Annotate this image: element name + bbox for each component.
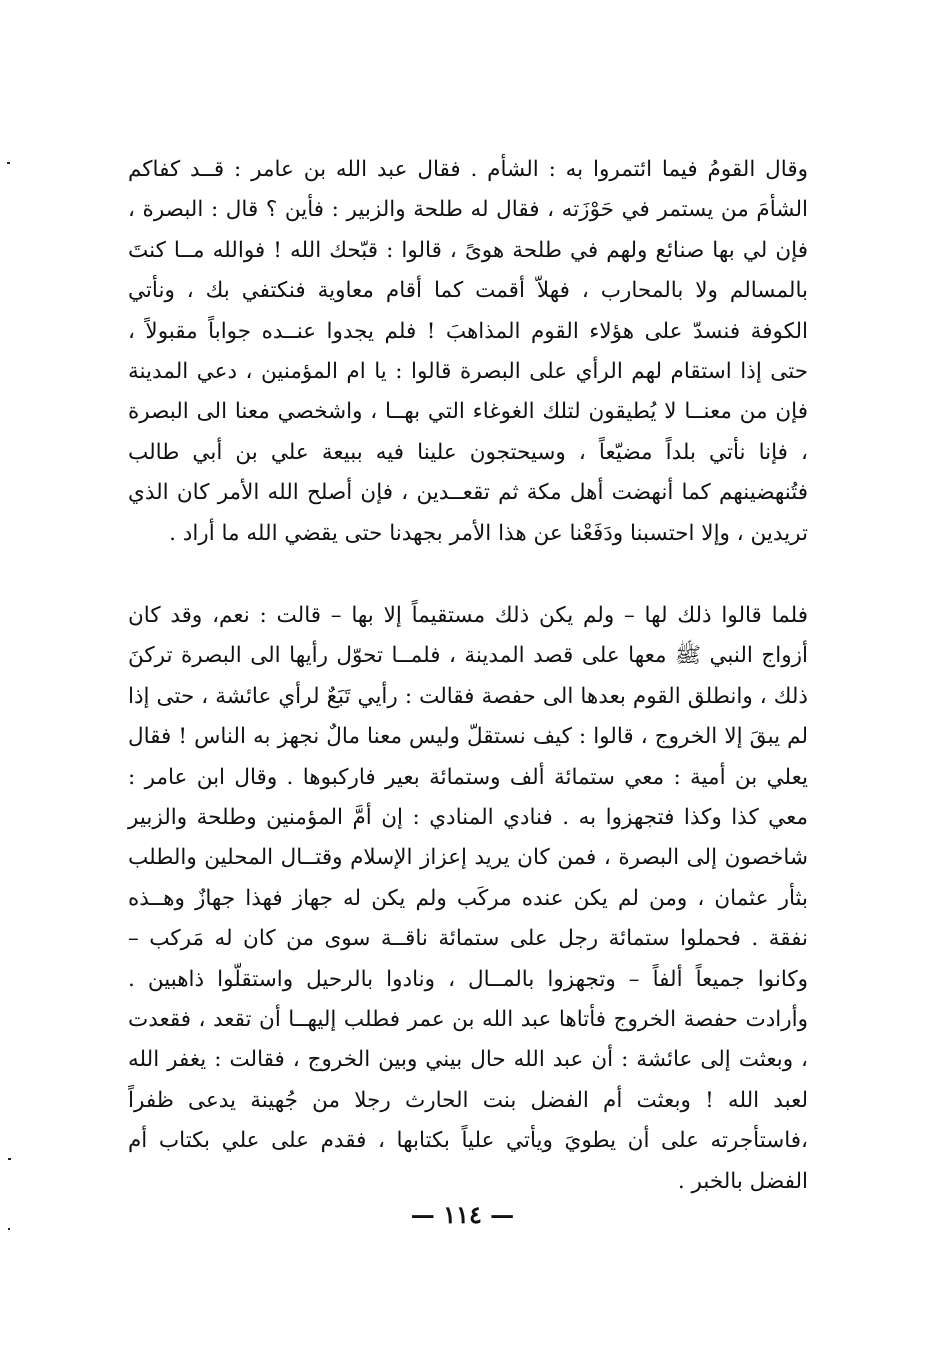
paragraph-1: وقال القومُ فيما ائتمروا به : الشأم . فقال عبد الله بن عامر : قــد كفاكم الشأمَ من يستمر في حَوْزَته ، فقال له طلحة والزبير : فأين ؟ قال : البصرة ، فإن لي بها صنائع ولهم في طلحة هوىً ، قالوا : قبّحك الله ! فوالله مــا كنتَ بالمسالم ولا بالمحارب ، فهلاّ أقمت كما أقام معاوية فنكتفي بك ، ونأتي الكوفة فنسدّ على هؤلاء القوم المذاهبَ ! فلم يجدوا عنــده جواباً مقبولاً ، حتى إذا استقام لهم الرأي على البصرة قالوا : يا ام المؤمنين ، دعي المدينة فإن من معنــا لا يُطيقون لتلك الغوغاء التي بهــا ، واشخصي معنا الى البصرة ، فإنا نأتي بلداً مضيّعاً ، وسيحتجون علينا فيه ببيعة علي بن أبي طالب فتُنهضينهم كما أنهضت أهل مكة ثم تقعــدين ، فإن أصلح الله الأمر كان الذي تريدين ، وإلا احتسبنا ودَفَعْنا عن هذا الأمر بجهدنا حتى يقضي الله ما أراد .	[128, 157, 808, 546]
scan-speck	[7, 162, 10, 164]
page-number: — ١١٤ —	[410, 1200, 515, 1229]
scan-speck	[8, 1228, 10, 1230]
scan-speck	[8, 1158, 11, 1160]
paragraph-2: فلما قالوا ذلك لها – ولم يكن ذلك مستقيماً إلا بها – قالت : نعم، وقد كان أزواج النبي ﷺ معها على قصد المدينة ، فلمــا تحوّل رأيها الى البصرة تركنَ ذلك ، وانطلق القوم بعدها الى حفصة فقالت : رأيي تَبَعٌ لرأي عائشة ، حتى إذا لم يبقَ إلا الخروج ، قالوا : كيف نستقلّ وليس معنا مالٌ نجهز به الناس ! فقال يعلي بن أمية : معي ستمائة ألف وستمائة بعير فاركبوها . وقال ابن عامر : معي كذا وكذا فتجهزوا به . فنادي المنادي : إن أمَّ المؤمنين وطلحة والزبير شاخصون إلى البصرة ، فمن كان يريد إعزاز الإسلام وقتــال المحلين والطلب بثأر عثمان ، ومن لم يكن عنده مركَب ولم يكن له جهاز فهذا جهازٌ وهــذه نفقة . فحملوا ستمائة رجل على ستمائة ناقــة سوى من كان له مَركب – وكانوا جميعاً ألفاً – وتجهزوا بالمــال ، ونادوا بالرحيل واستقلّوا ذاهبين . وأرادت حفصة الخروج فأتاها عبد الله بن عمر فطلب إليهــا أن تقعد ، فقعدت ، وبعثت إلى عائشة : أن عبد الله حال بيني وبين الخروج ، فقالت : يغفر الله لعبد الله ! وبعثت أم الفضل بنت الحارث رجلا من جُهينة يدعى ظفراً ،فاستأجرته على أن يطويَ ويأتي علياً بكتابها ، فقدم على علي بكتاب أم الفضل بالخبر .	[128, 603, 808, 1194]
